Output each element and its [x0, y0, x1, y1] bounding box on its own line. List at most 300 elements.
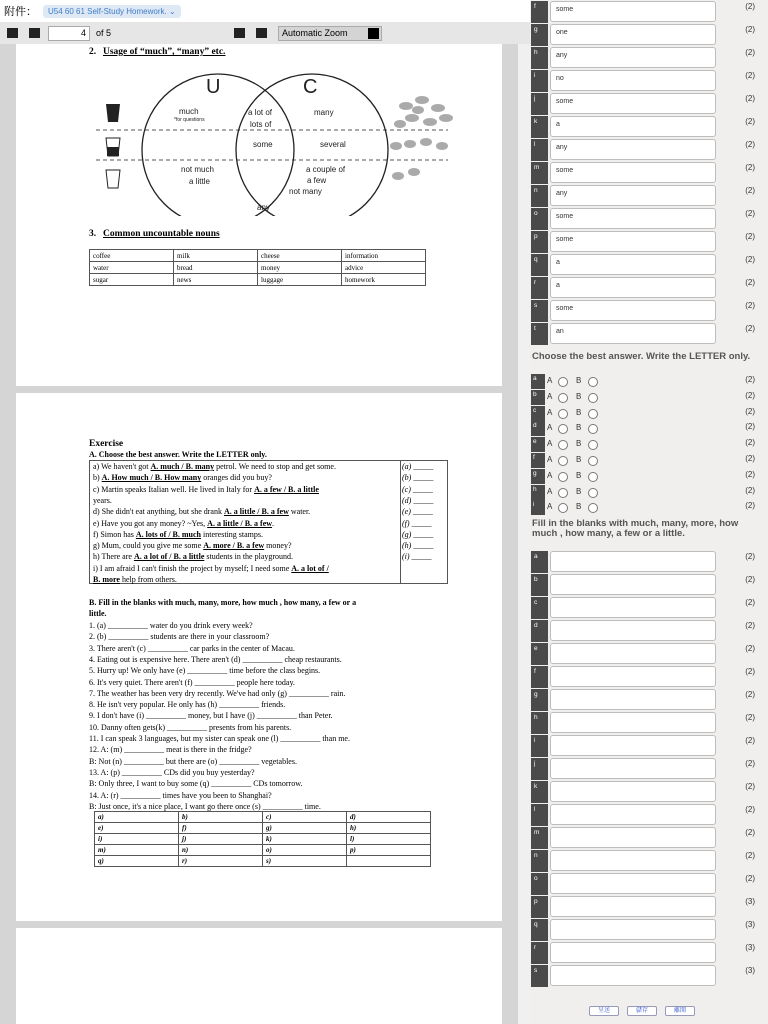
answer-input[interactable]: an	[550, 323, 716, 344]
row-letter: n	[531, 850, 548, 872]
option-a-label: A	[547, 486, 553, 496]
answer-cell: s)	[263, 856, 347, 867]
q3-row	[530, 850, 768, 872]
question-text-rest: petrol. We need to stop and get some.	[214, 462, 336, 471]
row-letter: b	[531, 390, 545, 405]
answer-input[interactable]: no	[550, 70, 716, 91]
answer-input[interactable]	[550, 896, 716, 917]
answer-input[interactable]	[550, 551, 716, 572]
row-letter: r	[531, 277, 548, 299]
fill-blank-question: 7. The weather has been very dry recently. We've had only (g) __________ rain.	[89, 688, 346, 698]
option-a-radio[interactable]	[558, 440, 568, 450]
answer-input[interactable]: a	[550, 116, 716, 137]
fill-blank-question: 6. It's very quiet. There aren't (f) __________ people here today.	[89, 677, 295, 687]
row-letter: f	[531, 453, 545, 468]
question-text: e) Have you got any money? ~Yes,	[93, 518, 208, 528]
question-text: d) She didn't eat anything, but she drank	[93, 507, 224, 517]
section-3-title: Common uncountable nouns	[103, 229, 220, 239]
points-label: (2)	[745, 71, 755, 80]
row-letter: h	[531, 712, 548, 734]
answer-input[interactable]	[550, 919, 716, 940]
answer-input[interactable]: some	[550, 93, 716, 114]
q2-row	[530, 406, 768, 421]
q2-row	[530, 390, 768, 405]
points-label: (2)	[745, 828, 755, 837]
points-label: (3)	[745, 897, 755, 906]
part-a-question	[93, 485, 319, 495]
sidebar-toggle-icon[interactable]	[7, 28, 18, 38]
table-cell: advice	[342, 262, 426, 274]
table-cell: money	[258, 262, 342, 274]
question-options: A. lots of / B. much	[135, 529, 202, 539]
option-b-label: B	[576, 486, 582, 496]
answer-cell: p)	[347, 845, 431, 856]
row-letter: d	[531, 421, 545, 436]
venn-not-much: not much	[181, 165, 214, 174]
points-label: (2)	[745, 255, 755, 264]
answer-input[interactable]: any	[550, 47, 716, 68]
venn-c-label: C	[303, 76, 318, 98]
table-cell: cheese	[258, 250, 342, 262]
question-text-rest: help from others.	[119, 575, 177, 584]
points-label: (2)	[745, 501, 755, 511]
answer-cell: f)	[179, 823, 263, 834]
points-label: (2)	[745, 324, 755, 333]
fill-blank-question: B: Not (n) __________ but there are (o) __________ vegetables.	[89, 756, 297, 766]
part-a-question	[93, 507, 310, 517]
glass-half-icon	[106, 138, 120, 156]
answer-input[interactable]	[550, 850, 716, 871]
q1-row	[530, 24, 768, 46]
question-text: b)	[93, 473, 102, 483]
row-letter: q	[531, 254, 548, 276]
section-2-title: Usage of “much”, “many” etc.	[103, 47, 226, 57]
q3-row	[530, 873, 768, 895]
q3-row	[530, 965, 768, 987]
points-label: (2)	[745, 621, 755, 630]
venn-a-few: a few	[307, 176, 327, 185]
points-label: (2)	[745, 25, 755, 34]
points-label: (2)	[745, 575, 755, 584]
option-b-radio[interactable]	[588, 456, 598, 466]
section-2-number: 2.	[89, 47, 97, 57]
row-letter: l	[531, 804, 548, 826]
q3-row	[530, 804, 768, 826]
fill-blank-question: 5. Hurry up! We only have (e) __________ time before the class begins.	[89, 666, 321, 676]
answer-cell: j)	[179, 834, 263, 845]
option-a-radio[interactable]	[558, 488, 568, 498]
answer-cell: r)	[179, 856, 263, 867]
q1-row	[530, 1, 768, 23]
answer-input[interactable]: some	[550, 231, 716, 252]
q3-row	[530, 666, 768, 688]
option-b-label: B	[576, 502, 582, 512]
table-row	[95, 834, 431, 845]
venn-a-lot-of: a lot of	[248, 108, 273, 117]
points-label: (2)	[745, 209, 755, 218]
q1-row	[530, 323, 768, 345]
q2-row	[530, 469, 768, 484]
answer-cell: h)	[347, 823, 431, 834]
points-label: (2)	[745, 805, 755, 814]
q3-row	[530, 919, 768, 941]
part-a-question	[93, 462, 336, 472]
points-label: (2)	[745, 485, 755, 495]
answer-input[interactable]: one	[550, 24, 716, 45]
q3-row	[530, 758, 768, 780]
option-b-label: B	[576, 407, 582, 417]
fill-blank-question: 10. Danny often gets(k) __________ presents from his parents.	[89, 722, 292, 732]
venn-much-note: *for questions	[174, 117, 205, 123]
points-label: (2)	[745, 301, 755, 310]
q3-row	[530, 620, 768, 642]
table-cell: bread	[174, 262, 258, 274]
answer-input[interactable]	[550, 942, 716, 963]
q1-row	[530, 208, 768, 230]
option-a-label: A	[547, 502, 553, 512]
table-cell: coffee	[90, 250, 174, 262]
venn-lots-of: lots of	[250, 120, 272, 129]
answer-blank: (h) _____	[402, 541, 434, 551]
points-label: (2)	[745, 469, 755, 479]
question-text: a) We haven't got	[93, 462, 151, 471]
option-b-radio[interactable]	[588, 488, 598, 498]
glass-empty-icon	[106, 170, 120, 188]
row-letter: a	[531, 374, 545, 389]
q2-row	[530, 437, 768, 452]
answer-input[interactable]	[550, 758, 716, 779]
question-options: A. more / B. a few	[203, 541, 265, 551]
answer-input[interactable]	[550, 965, 716, 986]
points-label: (2)	[745, 454, 755, 463]
answer-cell	[347, 856, 431, 867]
points-label: (2)	[745, 140, 755, 149]
question-options: A. a lot of / B. a little	[133, 552, 205, 562]
option-b-label: B	[576, 376, 582, 385]
answer-blank: (g) _____	[402, 529, 434, 539]
venn-many: many	[314, 108, 334, 117]
answer-input[interactable]	[550, 620, 716, 641]
option-a-radio[interactable]	[558, 456, 568, 466]
answer-input[interactable]: any	[550, 139, 716, 160]
q3-row	[530, 597, 768, 619]
q1-row	[530, 254, 768, 276]
attachment-selector[interactable]	[43, 5, 181, 18]
question-text-rest: interesting stamps.	[201, 529, 264, 539]
option-a-radio[interactable]	[558, 409, 568, 419]
answer-blank: (b) _____	[402, 473, 434, 483]
table-row	[95, 823, 431, 834]
answer-input[interactable]: a	[550, 277, 716, 298]
part-a-question	[93, 564, 329, 574]
answer-input[interactable]	[550, 643, 716, 664]
answer-blank: (f) _____	[402, 518, 432, 528]
answer-input[interactable]: any	[550, 185, 716, 206]
points-label: (2)	[745, 94, 755, 103]
answer-input[interactable]: some	[550, 300, 716, 321]
answer-input[interactable]	[550, 666, 716, 687]
q3-row	[530, 942, 768, 964]
points-label: (2)	[745, 874, 755, 883]
q1-row	[530, 231, 768, 253]
fill-blank-question: 14. A: (r) __________ times have you been to Shanghai?	[89, 790, 272, 800]
question-options: A. a little / B. a few	[207, 518, 273, 528]
points-label: (2)	[745, 375, 755, 384]
fill-blank-question: 3. There aren't (c) __________ car parks in the center of Macau.	[89, 643, 295, 653]
table-row	[95, 845, 431, 856]
option-a-radio[interactable]	[558, 503, 568, 513]
option-a-label: A	[547, 407, 553, 417]
fill-blank-question: 2. (b) __________ students are there in your classroom?	[89, 632, 270, 642]
answer-input[interactable]	[550, 689, 716, 710]
option-b-radio[interactable]	[588, 424, 598, 434]
fill-blank-question: 13. A: (p) __________ CDs did you buy yesterday?	[89, 767, 255, 777]
points-label: (3)	[745, 943, 755, 952]
fill-blank-question: B: Just once, it's a nice place, I want go there once (s) __________ time.	[89, 801, 321, 811]
answer-blank: (e) _____	[402, 507, 433, 517]
points-label: (2)	[745, 406, 755, 416]
question-text: i) I am afraid I can't finish the project by myself; I need some	[93, 563, 292, 573]
leave-button[interactable]: 離開	[665, 1006, 695, 1016]
option-a-label: A	[547, 470, 553, 480]
pdf-page-3	[16, 928, 502, 1024]
q1-row	[530, 277, 768, 299]
fill-blank-question: 12. A: (m) __________ meat is there in the fridge?	[89, 745, 252, 755]
q3-row	[530, 551, 768, 573]
q3-row	[530, 712, 768, 734]
chevron-icon: ⌄	[168, 6, 176, 16]
viewer-scrollbar[interactable]	[518, 44, 530, 1024]
q1-row	[530, 162, 768, 184]
answer-blank: (c) _____	[402, 484, 433, 494]
row-letter: i	[531, 70, 548, 92]
zoom-select[interactable]	[278, 26, 382, 41]
candies-few-icon	[392, 168, 420, 180]
points-label: (2)	[745, 438, 755, 448]
table-cell: luggage	[258, 274, 342, 286]
question-options: A. a little / B. a few	[223, 507, 289, 517]
zoom-out-icon[interactable]	[234, 28, 245, 38]
part-a-question	[93, 530, 263, 540]
answer-cell: l)	[347, 834, 431, 845]
answer-cell: b)	[179, 812, 263, 823]
option-a-label: A	[547, 439, 553, 449]
answer-input[interactable]	[550, 827, 716, 848]
part-a-question	[93, 541, 292, 551]
points-label: (2)	[745, 667, 755, 676]
part-a-question	[93, 496, 112, 506]
row-letter: g	[531, 469, 545, 484]
option-b-radio[interactable]	[588, 393, 598, 403]
table-cell: milk	[174, 250, 258, 262]
submit-button[interactable]: 呈送	[589, 1006, 619, 1016]
q2-row	[530, 453, 768, 468]
row-letter: s	[531, 965, 548, 987]
answer-input[interactable]	[550, 574, 716, 595]
answer-input[interactable]	[550, 597, 716, 618]
row-letter: g	[531, 24, 548, 46]
pdf-page-1	[16, 44, 502, 386]
points-label: (2)	[745, 851, 755, 860]
q3-row	[530, 781, 768, 803]
table-cell: news	[174, 274, 258, 286]
part-b-title-cont: little.	[89, 609, 107, 618]
page-number-input[interactable]: 4	[48, 26, 90, 41]
row-letter: f	[531, 1, 548, 23]
row-letter: c	[531, 406, 545, 421]
question-text-rest: money?	[264, 541, 292, 551]
option-b-label: B	[576, 423, 582, 433]
table-row	[90, 262, 426, 274]
option-a-radio[interactable]	[558, 377, 568, 387]
answer-input[interactable]: a	[550, 254, 716, 275]
table-cell: information	[342, 250, 426, 262]
option-a-label: A	[547, 391, 553, 401]
row-letter: b	[531, 574, 548, 596]
zoom-select-value: Automatic Zoom	[282, 28, 348, 38]
row-letter: l	[531, 139, 548, 161]
venn-some: some	[253, 140, 273, 149]
option-a-radio[interactable]	[558, 472, 568, 482]
q1-row	[530, 47, 768, 69]
fill-blank-question: 4. Eating out is expensive here. There aren't (d) __________ cheap restaurants.	[89, 654, 342, 664]
points-label: (3)	[745, 966, 755, 975]
q2-row	[530, 485, 768, 500]
option-b-radio[interactable]	[588, 503, 598, 513]
option-a-radio[interactable]	[558, 424, 568, 434]
candies-several-icon	[390, 138, 448, 150]
answer-input[interactable]	[550, 804, 716, 825]
attachment-label: 附件：	[4, 6, 37, 18]
glass-full-icon	[106, 104, 120, 122]
option-b-label: B	[576, 455, 582, 464]
row-letter: m	[531, 827, 548, 849]
table-row	[95, 856, 431, 867]
answer-cell: e)	[95, 823, 179, 834]
row-letter: s	[531, 300, 548, 322]
points-label: (2)	[745, 163, 755, 172]
part-b-title: B. Fill in the blanks with much, many, more, how much , how many, a few or a	[89, 598, 357, 607]
answer-cell: q)	[95, 856, 179, 867]
q3-row	[530, 689, 768, 711]
answer-input[interactable]	[550, 735, 716, 756]
points-label: (2)	[745, 644, 755, 653]
question-text: years.	[93, 495, 112, 505]
option-b-radio[interactable]	[588, 377, 598, 387]
row-letter: n	[531, 185, 548, 207]
answer-input[interactable]: some	[550, 208, 716, 229]
fill-blank-question: 11. I can speak 3 languages, but my sister can speak one (l) __________ than me.	[89, 734, 350, 743]
answer-input[interactable]	[550, 781, 716, 802]
previous-page-icon[interactable]	[29, 28, 40, 38]
part-a-question	[93, 552, 293, 562]
option-a-radio[interactable]	[558, 393, 568, 403]
question-options: B. more	[93, 575, 120, 584]
q2-row	[530, 500, 768, 515]
venn-u-label: U	[206, 76, 221, 98]
answer-input[interactable]: some	[550, 1, 716, 22]
question-text-rest: students in the playground.	[204, 552, 294, 562]
option-b-radio[interactable]	[588, 472, 598, 482]
question-text: g) Mum, could you give me some	[93, 541, 204, 551]
question-options: A. How much / B. How many	[101, 473, 202, 483]
answer-cell: m)	[95, 845, 179, 856]
option-b-label: B	[576, 391, 582, 401]
row-letter: p	[531, 896, 548, 918]
points-label: (2)	[745, 278, 755, 287]
option-b-radio[interactable]	[588, 409, 598, 419]
question-text-rest: oranges did you buy?	[201, 473, 272, 483]
q1-row	[530, 300, 768, 322]
uncountable-nouns-table	[89, 249, 426, 286]
q1-row	[530, 116, 768, 138]
row-letter: d	[531, 620, 548, 642]
row-letter: k	[531, 116, 548, 138]
option-b-radio[interactable]	[588, 440, 598, 450]
points-label: (2)	[745, 232, 755, 241]
option-b-label: B	[576, 439, 582, 449]
question-options: A. a lot of /	[291, 563, 329, 573]
option-a-label: A	[547, 455, 553, 464]
answer-input[interactable]	[550, 873, 716, 894]
question-text-rest: water.	[288, 507, 311, 517]
part-a-title: A. Choose the best answer. Write the LETTER only.	[89, 450, 267, 459]
part-a-question	[93, 519, 274, 529]
attachment-bar	[0, 0, 530, 22]
row-letter: a	[531, 551, 548, 573]
answer-blank: (a) _____	[402, 462, 434, 471]
pdf-page-2	[16, 393, 502, 921]
venn-several: several	[320, 140, 346, 149]
row-letter: k	[531, 781, 548, 803]
answer-panel	[530, 0, 768, 1024]
venn-diagram	[96, 66, 476, 216]
answer-cell: c)	[263, 812, 347, 823]
q1-row	[530, 185, 768, 207]
points-label: (2)	[745, 422, 755, 432]
row-letter: j	[531, 758, 548, 780]
venn-not-many: not many	[289, 187, 322, 196]
part-a-question	[93, 473, 272, 483]
row-letter: e	[531, 437, 545, 452]
points-label: (2)	[745, 48, 755, 57]
q3-heading: Fill in the blanks with much, many, more, how much , how many, a few or a little.	[532, 518, 739, 539]
answer-cell: k)	[263, 834, 347, 845]
dropdown-icon	[368, 28, 379, 39]
points-label: (2)	[745, 2, 755, 11]
row-letter: p	[531, 231, 548, 253]
table-row	[90, 274, 426, 286]
question-text: c) Martin speaks Italian well. He lived in Italy for	[93, 484, 255, 494]
zoom-in-icon[interactable]	[256, 28, 267, 38]
row-letter: q	[531, 919, 548, 941]
fill-blank-question: 1. (a) __________ water do you drink every week?	[89, 621, 253, 630]
q3-row	[530, 735, 768, 757]
venn-much: much	[179, 107, 199, 116]
row-letter: f	[531, 666, 548, 688]
points-label: (2)	[745, 552, 755, 561]
answer-input[interactable]: some	[550, 162, 716, 183]
answer-input[interactable]	[550, 712, 716, 733]
option-a-label: A	[547, 376, 553, 385]
points-label: (2)	[745, 390, 755, 400]
question-text: f) Simon has	[93, 529, 136, 539]
save-button[interactable]: 儲存	[627, 1006, 657, 1016]
question-text: h) There are	[93, 552, 134, 562]
answer-cell: o)	[263, 845, 347, 856]
fill-blank-question: B: Only three, I want to buy some (q) __________ CDs tomorrow.	[89, 779, 303, 789]
fill-blank-question: 9. I don't have (i) __________ money, but I have (j) __________ than Peter.	[89, 711, 333, 721]
